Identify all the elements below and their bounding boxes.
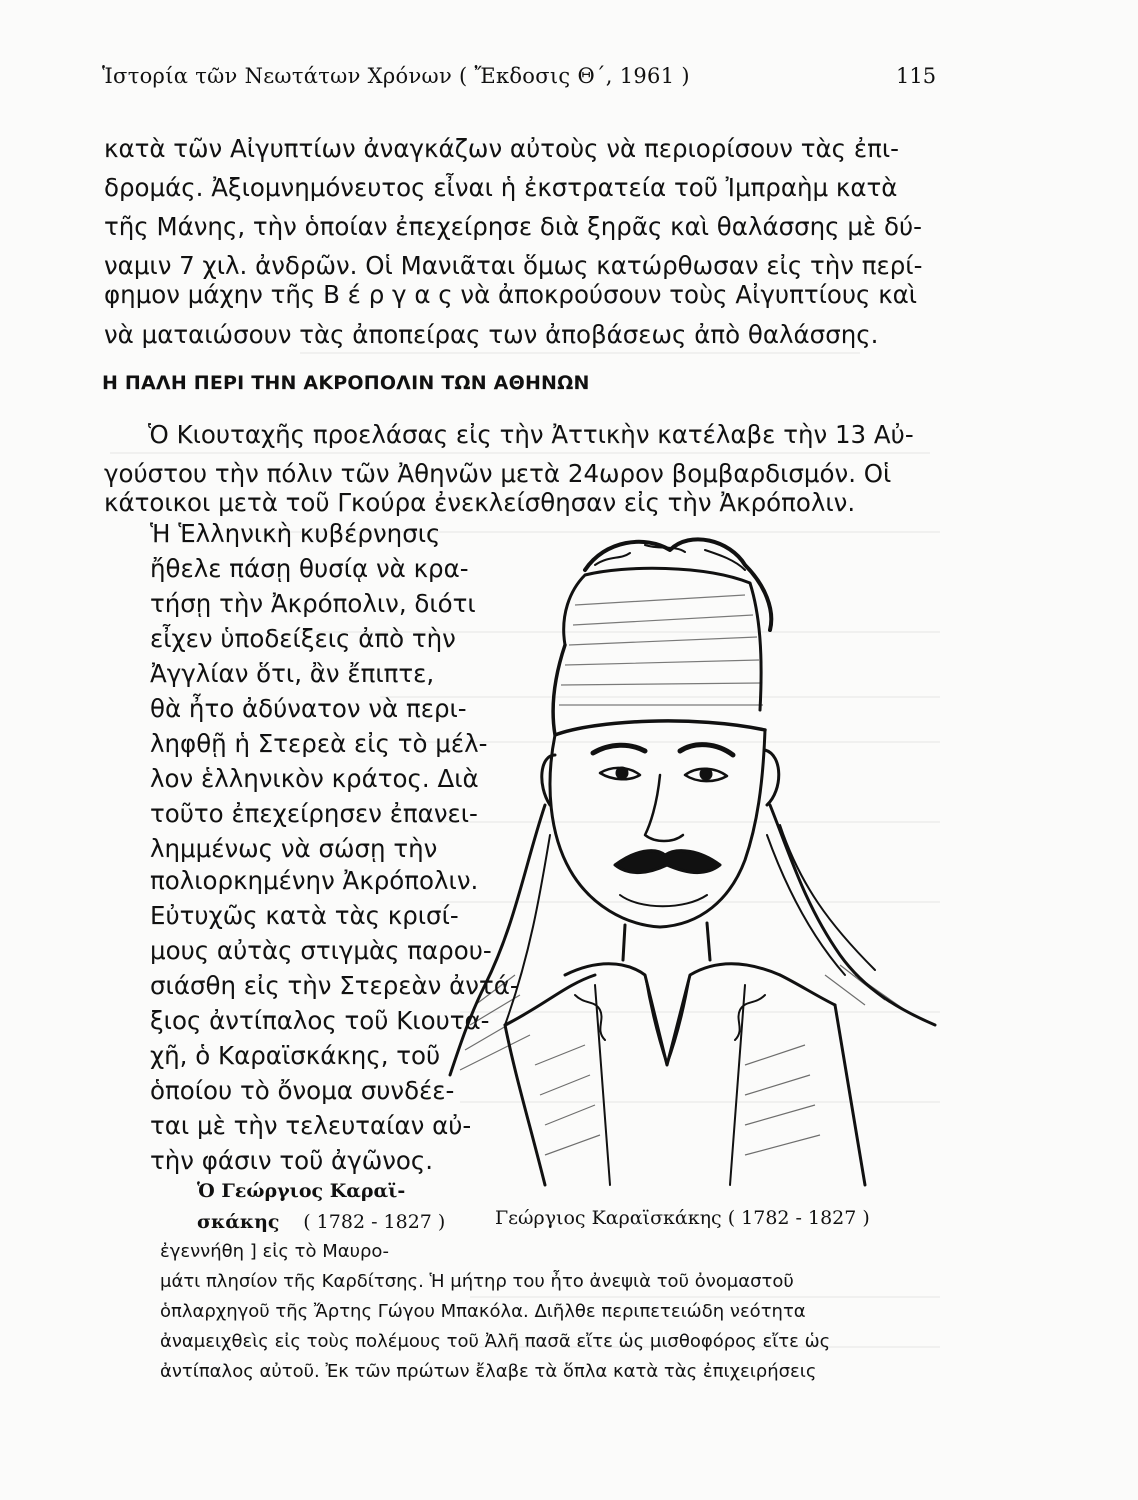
running-header-title: Ἱστορία τῶν Νεωτάτων Χρόνων ( Ἔκδοσις Θ΄, 1961 ) bbox=[102, 64, 690, 88]
text-line: λον ἑλληνικὸν κράτος. Διὰ bbox=[150, 764, 479, 793]
footnote-name-line bbox=[197, 1211, 445, 1234]
text-line: λημμένως νὰ σώσῃ τὴν bbox=[150, 834, 438, 863]
text-line: ξιος ἀντίπαλος τοῦ Κιουτα- bbox=[150, 1006, 490, 1035]
text-line: εἶχεν ὑποδείξεις ἀπὸ τὴν bbox=[150, 624, 456, 653]
text-line: κάτοικοι μετὰ τοῦ Γκούρα ἐνεκλείσθησαν εἰς τὴν Ἀκρόπολιν. bbox=[104, 488, 856, 517]
footnote-line: μάτι πλησίον τῆς Καρδίτσης. Ἡ μήτηρ του ἦτο ἀνεψιὰ τοῦ ὀνομαστοῦ bbox=[160, 1271, 794, 1292]
footnote-line: ἀναμειχθεὶς εἰς τοὺς πολέμους τοῦ Ἀλῆ πασᾶ εἴτε ὡς μισθοφόρος εἴτε ὡς bbox=[160, 1331, 831, 1352]
text-line: τοῦτο ἐπεχείρησεν ἐπανει- bbox=[150, 799, 478, 828]
footnote-line: ὁπλαρχηγοῦ τῆς Ἄρτης Γώγου Μπακόλα. Διῆλθε περιπετειώδη νεότητα bbox=[160, 1301, 806, 1322]
text-line: ληφθῇ ἡ Στερεὰ εἰς τὸ μέλ- bbox=[150, 729, 488, 758]
text-line: χῆ, ὁ Καραϊσκάκης, τοῦ bbox=[150, 1041, 441, 1070]
footnote-line: ἐγεννήθη ] εἰς τὸ Μαυρο- bbox=[160, 1241, 389, 1262]
footnote-dates: ( 1782 - 1827 ) bbox=[303, 1211, 446, 1233]
text-line: θὰ ἦτο ἀδύνατον νὰ περι- bbox=[150, 694, 467, 723]
section-heading: Η ΠΑΛΗ ΠΕΡΙ ΤΗΝ ΑΚΡΟΠΟΛΙΝ ΤΩΝ ΑΘΗΝΩΝ bbox=[102, 372, 590, 394]
text-line: φημον μάχην τῆς Β έ ρ γ α ς νὰ ἀποκρούσουν τοὺς Αἰγυπτίους καὶ bbox=[104, 280, 918, 309]
portrait-caption: Γεώργιος Καραϊσκάκης ( 1782 - 1827 ) bbox=[495, 1207, 870, 1229]
text-line: τῆς Μάνης, τὴν ὁποίαν ἐπεχείρησε διὰ ξηρᾶς καὶ θαλάσσης μὲ δύ- bbox=[104, 212, 922, 241]
text-line: γούστου τὴν πόλιν τῶν Ἀθηνῶν μετὰ 24ωρον βομβαρδισμόν. Οἱ bbox=[104, 459, 892, 488]
portrait-illustration bbox=[445, 505, 945, 1195]
text-line: ἤθελε πάσῃ θυσίᾳ νὰ κρα- bbox=[150, 554, 469, 583]
text-line: Ὁ Κιουταχῆς προελάσας εἰς τὴν Ἀττικὴν κατέλαβε τὴν 13 Αὐ- bbox=[148, 420, 914, 449]
text-line: ναμιν 7 χιλ. ἀνδρῶν. Οἱ Μανιᾶται ὅμως κατώρθωσαν εἰς τὴν περί- bbox=[104, 251, 923, 280]
text-line: τήσῃ τὴν Ἀκρόπολιν, διότι bbox=[150, 589, 476, 618]
footnote-line: ἀντίπαλος αὐτοῦ. Ἐκ τῶν πρώτων ἔλαβε τὰ ὅπλα κατὰ τὰς ἐπιχειρήσεις bbox=[160, 1361, 817, 1382]
footnote-name bbox=[197, 1180, 405, 1203]
text-line: Ἡ Ἑλληνικὴ κυβέρνησις bbox=[150, 519, 441, 548]
footnote-name-part2: σκάκης bbox=[197, 1211, 280, 1233]
footnote-name-part1: Ὁ Γεώργιος Καραϊ- bbox=[197, 1180, 406, 1202]
text-line: Ἀγγλίαν ὅτι, ἂν ἔπιπτε, bbox=[150, 659, 435, 688]
text-line: ὁποίου τὸ ὄνομα συνδέε- bbox=[150, 1076, 455, 1105]
text-line: δρομάς. Ἀξιομνημόνευτος εἶναι ἡ ἐκστρατεία τοῦ Ἰμπραὴμ κατὰ bbox=[104, 173, 898, 202]
page-number: 115 bbox=[896, 64, 937, 88]
text-line: τὴν φάσιν τοῦ ἀγῶνος. bbox=[150, 1146, 434, 1175]
text-line: πολιορκημένην Ἀκρόπολιν. bbox=[150, 866, 479, 895]
text-line: ται μὲ τὴν τελευταίαν αὐ- bbox=[150, 1111, 472, 1140]
text-line: μους αὐτὰς στιγμὰς παρου- bbox=[150, 936, 492, 965]
text-line: νὰ ματαιώσουν τὰς ἀποπείρας των ἀποβάσεως ἀπὸ θαλάσσης. bbox=[104, 320, 879, 349]
text-line: κατὰ τῶν Αἰγυπτίων ἀναγκάζων αὐτοὺς νὰ περιορίσουν τὰς ἐπι- bbox=[104, 134, 899, 163]
text-line: σιάσθη εἰς τὴν Στερεὰν ἀντά- bbox=[150, 971, 519, 1000]
text-line: Εὐτυχῶς κατὰ τὰς κρισί- bbox=[150, 901, 459, 930]
